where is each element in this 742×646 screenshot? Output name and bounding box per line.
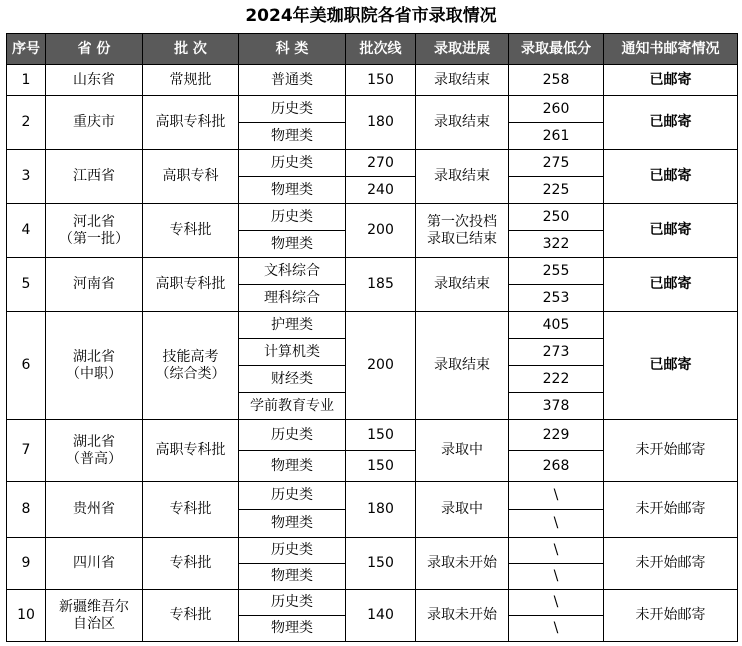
row-status: 录取结束 [416, 96, 509, 150]
table-row [7, 538, 738, 564]
row-batch-line: 140 [346, 590, 416, 642]
row-status: 录取结束 [416, 312, 509, 420]
row-status: 录取中 [416, 420, 509, 482]
row-min-score: 255 [509, 258, 604, 285]
row-batch-line: 185 [346, 258, 416, 312]
row-subject: 物理类 [239, 123, 346, 150]
row-province: 河北省 （第一批） [46, 204, 143, 258]
row-subject: 历史类 [239, 150, 346, 177]
row-province: 湖北省 （中职） [46, 312, 143, 420]
row-batch: 常规批 [143, 65, 239, 96]
row-batch: 专科批 [143, 538, 239, 590]
table-row [7, 258, 738, 285]
row-min-score: 405 [509, 312, 604, 339]
row-min-score: \ [509, 564, 604, 590]
table-row [7, 65, 738, 96]
row-subject: 历史类 [239, 96, 346, 123]
row-subject: 历史类 [239, 590, 346, 616]
row-batch: 专科批 [143, 482, 239, 538]
row-notice: 已邮寄 [604, 204, 738, 258]
row-min-score: 275 [509, 150, 604, 177]
row-status: 录取中 [416, 482, 509, 538]
row-min-score: 261 [509, 123, 604, 150]
row-province: 新疆维吾尔 自治区 [46, 590, 143, 642]
table-row [7, 590, 738, 616]
row-no: 3 [7, 150, 46, 204]
row-notice: 未开始邮寄 [604, 590, 738, 642]
row-min-score: 229 [509, 420, 604, 451]
row-subject: 护理类 [239, 312, 346, 339]
row-min-score: 260 [509, 96, 604, 123]
row-batch-line: 180 [346, 96, 416, 150]
row-province: 四川省 [46, 538, 143, 590]
row-province: 河南省 [46, 258, 143, 312]
header-no: 序号 [7, 34, 46, 65]
row-subject: 物理类 [239, 451, 346, 482]
row-status: 第一次投档 录取已结束 [416, 204, 509, 258]
row-subject: 物理类 [239, 616, 346, 642]
table-row [7, 150, 738, 177]
row-subject: 物理类 [239, 510, 346, 538]
row-min-score: 322 [509, 231, 604, 258]
row-subject: 历史类 [239, 482, 346, 510]
row-min-score: 225 [509, 177, 604, 204]
row-status: 录取未开始 [416, 538, 509, 590]
row-province: 贵州省 [46, 482, 143, 538]
row-subject: 历史类 [239, 204, 346, 231]
row-notice: 未开始邮寄 [604, 420, 738, 482]
row-batch-line: 150 [346, 451, 416, 482]
row-batch: 专科批 [143, 204, 239, 258]
row-subject: 理科综合 [239, 285, 346, 312]
row-province: 江西省 [46, 150, 143, 204]
row-batch-line: 150 [346, 65, 416, 96]
row-subject: 历史类 [239, 538, 346, 564]
row-notice: 已邮寄 [604, 65, 738, 96]
header-batch: 批 次 [143, 34, 239, 65]
row-subject: 普通类 [239, 65, 346, 96]
row-subject: 学前教育专业 [239, 393, 346, 420]
row-notice: 已邮寄 [604, 312, 738, 420]
row-subject: 历史类 [239, 420, 346, 451]
row-no: 7 [7, 420, 46, 482]
row-subject: 文科综合 [239, 258, 346, 285]
table-row [7, 420, 738, 451]
admission-table [6, 33, 738, 642]
row-batch: 高职专科批 [143, 258, 239, 312]
header-batch-line: 批次线 [346, 34, 416, 65]
row-min-score: 253 [509, 285, 604, 312]
row-min-score: 222 [509, 366, 604, 393]
row-batch-line: 200 [346, 204, 416, 258]
row-no: 1 [7, 65, 46, 96]
page-title: 2024年美珈职院各省市录取情况 [245, 6, 497, 26]
row-no: 6 [7, 312, 46, 420]
row-no: 9 [7, 538, 46, 590]
row-status: 录取未开始 [416, 590, 509, 642]
row-no: 4 [7, 204, 46, 258]
row-batch: 高职专科批 [143, 96, 239, 150]
row-status: 录取结束 [416, 258, 509, 312]
row-province: 山东省 [46, 65, 143, 96]
row-status: 录取结束 [416, 65, 509, 96]
row-subject: 物理类 [239, 564, 346, 590]
row-batch-line: 150 [346, 538, 416, 590]
row-batch: 专科批 [143, 590, 239, 642]
row-notice: 未开始邮寄 [604, 482, 738, 538]
row-batch-line: 150 [346, 420, 416, 451]
row-min-score: \ [509, 510, 604, 538]
row-batch: 高职专科 [143, 150, 239, 204]
row-notice: 已邮寄 [604, 150, 738, 204]
header-min-score: 录取最低分 [509, 34, 604, 65]
table-header-row [7, 34, 738, 65]
row-batch: 技能高考 （综合类） [143, 312, 239, 420]
row-no: 10 [7, 590, 46, 642]
row-min-score: \ [509, 616, 604, 642]
row-subject: 物理类 [239, 177, 346, 204]
row-batch-line: 200 [346, 312, 416, 420]
row-notice: 未开始邮寄 [604, 538, 738, 590]
row-batch: 高职专科批 [143, 420, 239, 482]
header-province: 省 份 [46, 34, 143, 65]
row-min-score: 250 [509, 204, 604, 231]
row-batch-line: 180 [346, 482, 416, 538]
row-notice: 已邮寄 [604, 96, 738, 150]
row-no: 8 [7, 482, 46, 538]
row-min-score: \ [509, 538, 604, 564]
row-min-score: \ [509, 482, 604, 510]
row-no: 2 [7, 96, 46, 150]
row-subject: 财经类 [239, 366, 346, 393]
row-status: 录取结束 [416, 150, 509, 204]
row-min-score: 268 [509, 451, 604, 482]
row-province: 重庆市 [46, 96, 143, 150]
row-subject: 物理类 [239, 231, 346, 258]
row-min-score: 258 [509, 65, 604, 96]
table-row [7, 96, 738, 123]
row-subject: 计算机类 [239, 339, 346, 366]
row-no: 5 [7, 258, 46, 312]
row-notice: 已邮寄 [604, 258, 738, 312]
table-row [7, 482, 738, 510]
table-row [7, 204, 738, 231]
header-subject: 科 类 [239, 34, 346, 65]
row-batch-line: 270 [346, 150, 416, 177]
table-row [7, 312, 738, 339]
row-batch-line: 240 [346, 177, 416, 204]
row-province: 湖北省 （普高） [46, 420, 143, 482]
header-status: 录取进展 [416, 34, 509, 65]
row-min-score: 378 [509, 393, 604, 420]
row-min-score: 273 [509, 339, 604, 366]
header-notice: 通知书邮寄情况 [604, 34, 738, 65]
row-min-score: \ [509, 590, 604, 616]
